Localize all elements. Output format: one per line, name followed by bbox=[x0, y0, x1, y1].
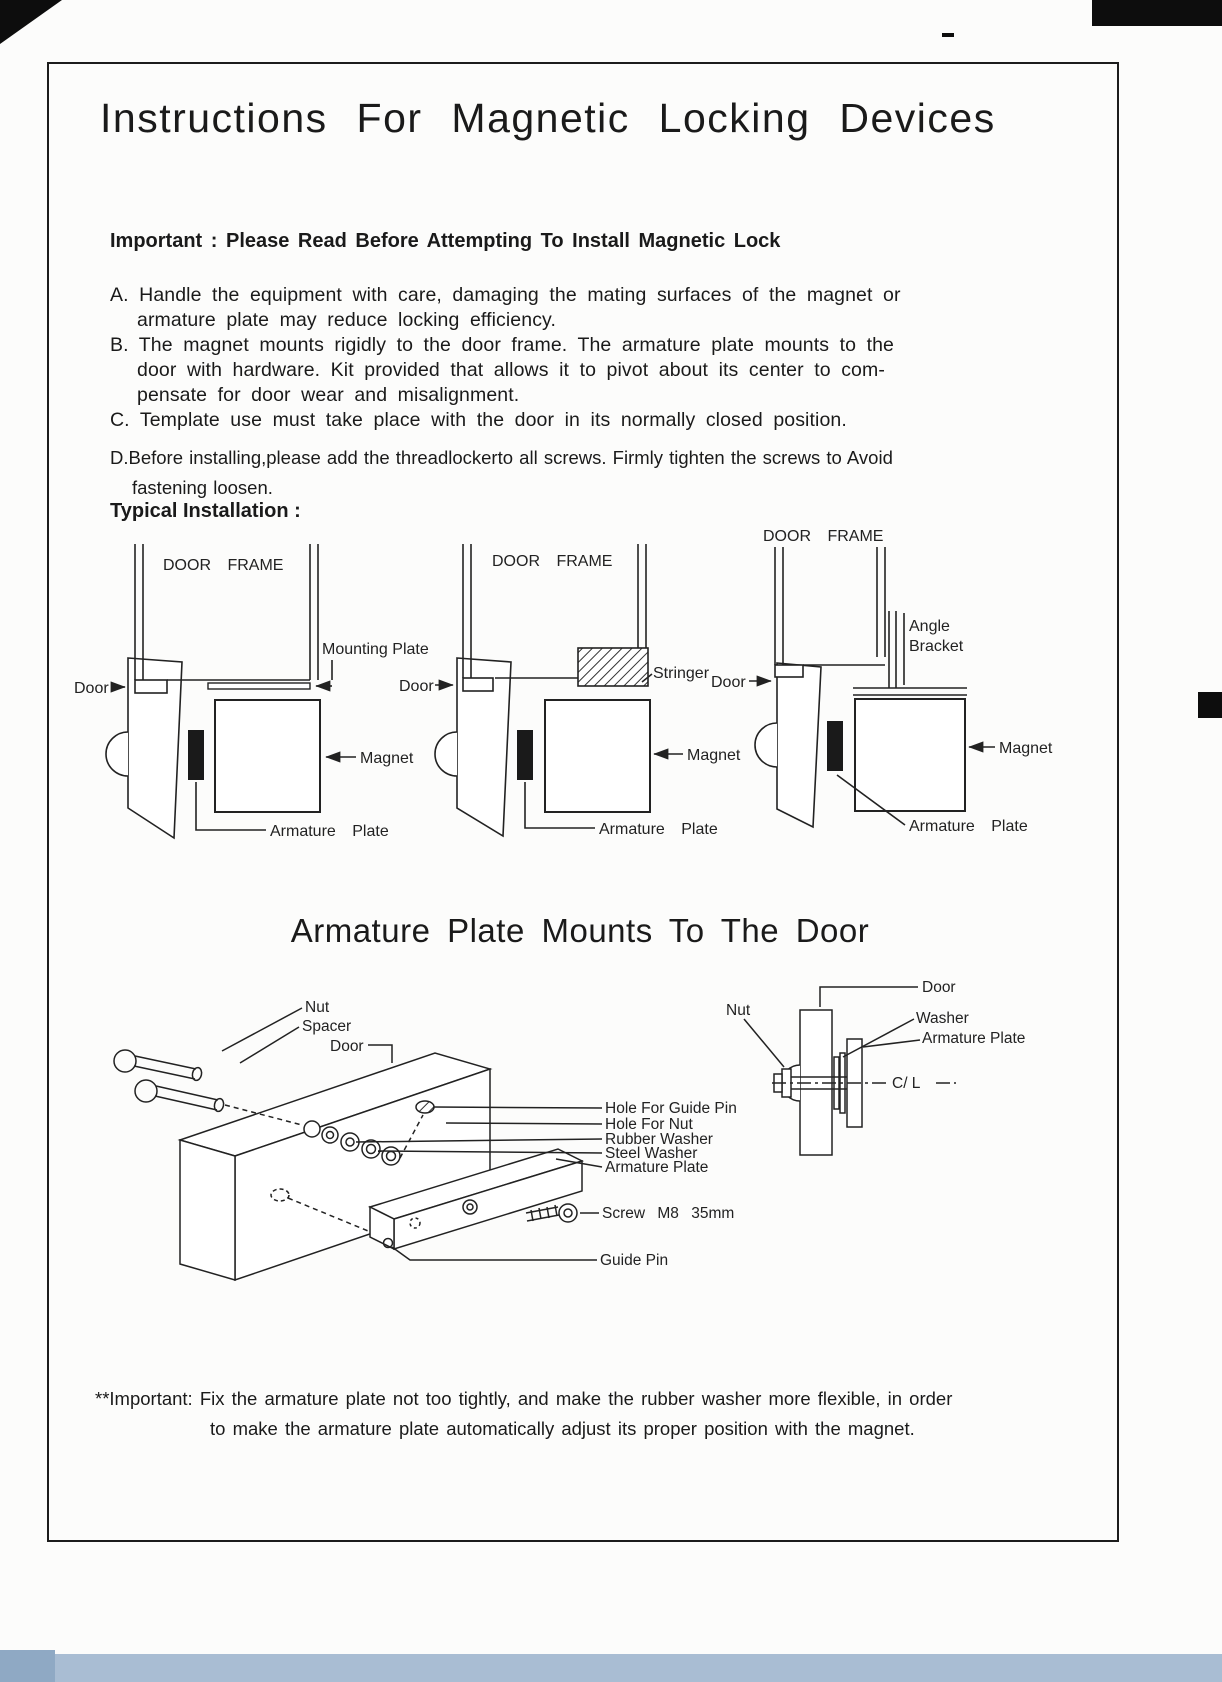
paragraph-b-line-1: B. The magnet mounts rigidly to the door frame. The armature plate mounts to the bbox=[110, 334, 894, 356]
side-label-door: Door bbox=[922, 979, 956, 996]
label-armature-plate: Armature Plate bbox=[270, 823, 389, 840]
paragraph-c-line-1: C. Template use must take place with the door in its normally closed position. bbox=[110, 409, 847, 431]
paragraph-d bbox=[110, 443, 1040, 503]
label-nut: Nut bbox=[305, 999, 330, 1016]
label-magnet: Magnet bbox=[999, 740, 1053, 757]
scan-artifact-right-edge bbox=[1198, 692, 1222, 718]
label-door-frame: DOOR FRAME bbox=[763, 528, 884, 545]
door-stop bbox=[775, 665, 803, 677]
pivot-knob bbox=[755, 723, 777, 767]
door-stop bbox=[463, 678, 493, 691]
label-mounting-plate: Mounting Plate bbox=[322, 641, 429, 658]
armature-plate-bar bbox=[517, 730, 533, 780]
label-door: Door bbox=[399, 678, 434, 695]
door-panel bbox=[777, 663, 821, 827]
door-frame-section bbox=[775, 547, 885, 677]
label-door: Door bbox=[711, 674, 746, 691]
paragraph-d-line-1: D.Before installing,please add the threadlockerto all screws. Firmly tighten the screws to Avoid bbox=[110, 447, 893, 468]
diagram-typical-install-3 bbox=[705, 525, 1110, 873]
label-hole-for-guide-pin: Hole For Guide Pin bbox=[605, 1100, 737, 1117]
label-stringer: Stringer bbox=[653, 665, 710, 682]
label-angle: Angle bbox=[909, 618, 950, 635]
leader-hole-guide-pin bbox=[434, 1107, 602, 1108]
armature-plate-bar bbox=[188, 730, 204, 780]
page-title: Instructions For Magnetic Locking Devices bbox=[100, 95, 996, 141]
label-door-frame: DOOR FRAME bbox=[492, 553, 613, 570]
pivot-knob bbox=[435, 732, 457, 776]
scan-artifact-bottom-left-block bbox=[0, 1650, 55, 1682]
magnet-body bbox=[545, 700, 650, 812]
diagram-typical-install-2 bbox=[395, 538, 750, 873]
nut-leader bbox=[222, 1008, 302, 1051]
mounting-plate bbox=[208, 683, 310, 689]
paragraph-b bbox=[110, 333, 1040, 408]
label-spacer: Spacer bbox=[302, 1018, 352, 1035]
stringer-block bbox=[578, 648, 648, 686]
mounting-bolts bbox=[114, 1050, 225, 1112]
magnet-body bbox=[215, 700, 320, 812]
paragraph-a-line-1: A. Handle the equipment with care, damaging the mating surfaces of the magnet or bbox=[110, 284, 901, 306]
paragraph-d-line-2: fastening loosen. bbox=[132, 477, 273, 498]
paragraph-c bbox=[110, 408, 1040, 433]
scan-artifact-top-dash bbox=[942, 33, 954, 37]
leader-hole-nut bbox=[446, 1123, 602, 1124]
label-hole-for-nut: Hole For Nut bbox=[605, 1116, 693, 1133]
side-door-leader bbox=[820, 987, 918, 1007]
label-guide-pin: Guide Pin bbox=[600, 1252, 669, 1269]
label-armature-plate: Armature Plate bbox=[909, 818, 1028, 835]
armature-plate-bar bbox=[827, 721, 843, 771]
side-label-centerline: C/ L bbox=[892, 1075, 921, 1092]
diagram-armature-mounting bbox=[90, 955, 1110, 1355]
side-label-washer: Washer bbox=[916, 1010, 969, 1027]
paragraph-a-line-2: armature plate may reduce locking efficiency. bbox=[137, 309, 556, 331]
label-rubber-washer: Rubber Washer bbox=[605, 1131, 713, 1148]
leader-guide-pin bbox=[392, 1247, 597, 1260]
hole-for-guide-pin-shape bbox=[416, 1101, 434, 1113]
label-bracket: Bracket bbox=[909, 638, 964, 655]
section2-title: Armature Plate Mounts To The Door bbox=[290, 912, 870, 949]
label-door: Door bbox=[74, 680, 109, 697]
door-leader bbox=[368, 1045, 392, 1063]
footer-important-line-2: to make the armature plate automatically adjust its proper position with the magnet. bbox=[210, 1418, 915, 1439]
label-armature-plate: Armature Plate bbox=[599, 821, 718, 838]
spacer-leader bbox=[240, 1027, 299, 1063]
label-magnet: Magnet bbox=[687, 747, 741, 764]
side-washer-leader bbox=[843, 1019, 914, 1057]
label-door: Door bbox=[330, 1038, 364, 1055]
label-door-frame: DOOR FRAME bbox=[163, 557, 284, 574]
side-nut-leader bbox=[744, 1019, 784, 1067]
paragraph-b-line-2: door with hardware. Kit provided that allows it to pivot about its center to com- bbox=[137, 359, 885, 381]
typical-installation-heading: Typical Installation : bbox=[110, 500, 301, 522]
door-stop bbox=[135, 680, 167, 693]
label-screw-m8: Screw M8 35mm bbox=[602, 1205, 735, 1222]
door-slab bbox=[180, 1053, 490, 1280]
side-label-nut: Nut bbox=[726, 1002, 751, 1019]
label-steel-washer: Steel Washer bbox=[605, 1145, 698, 1162]
diagram-typical-install-1 bbox=[70, 540, 450, 875]
paragraph-b-line-3: pensate for door wear and misalignment. bbox=[137, 384, 520, 406]
footer-important-line-1: **Important: Fix the armature plate not too tightly, and make the rubber washer more flexible, in order bbox=[95, 1388, 953, 1409]
pivot-knob bbox=[106, 732, 128, 776]
label-armature-plate: Armature Plate bbox=[605, 1159, 709, 1176]
label-magnet: Magnet bbox=[360, 750, 414, 767]
door-end-face bbox=[180, 1140, 235, 1280]
scan-artifact-top-right-bar bbox=[1092, 0, 1222, 26]
scan-artifact-top-left bbox=[0, 0, 62, 44]
important-heading: Important : Please Read Before Attempting To Install Magnetic Lock bbox=[110, 230, 781, 252]
magnet-body bbox=[855, 699, 965, 811]
paragraph-a bbox=[110, 283, 1040, 333]
scan-artifact-bottom-strip bbox=[0, 1654, 1222, 1682]
side-label-armature-plate: Armature Plate bbox=[922, 1030, 1026, 1047]
